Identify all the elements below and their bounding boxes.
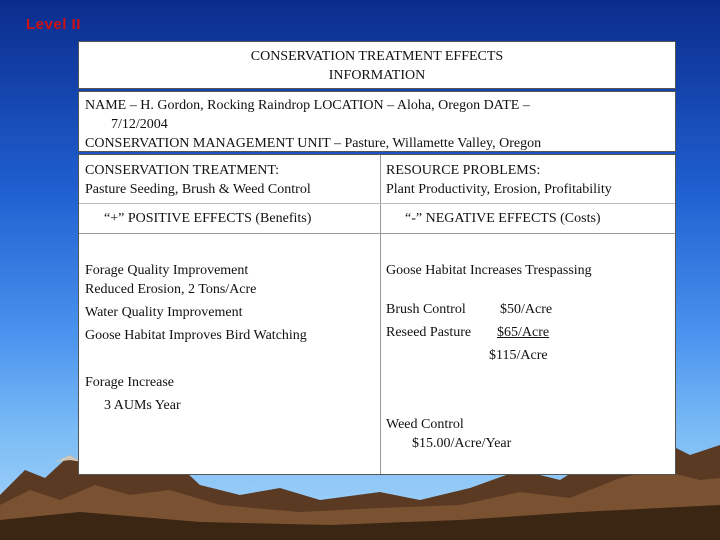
positive-effects-heading: “+” POSITIVE EFFECTS (Benefits) [104, 211, 312, 226]
forage-increase-amount: 3 AUMs Year [104, 398, 181, 413]
resource-heading: RESOURCE PROBLEMS: [386, 163, 541, 178]
weed-control-cost: $15.00/Acre/Year [412, 436, 512, 451]
level-label: Level II [26, 16, 81, 33]
positive-item: Reduced Erosion, 2 Tons/Acre [85, 282, 257, 297]
info-box [78, 91, 676, 152]
weed-control-label: Weed Control [386, 417, 464, 432]
info-date: 7/12/2004 [111, 117, 168, 132]
negative-item-goose: Goose Habitat Increases Trespassing [386, 263, 592, 278]
brush-control-label: Brush Control [386, 302, 466, 317]
row-divider-top [79, 203, 675, 204]
positive-item: Goose Habitat Improves Bird Watching [85, 328, 307, 343]
info-line-3: CONSERVATION MANAGEMENT UNIT – Pasture, Willamette Valley, Oregon [85, 136, 542, 151]
reseed-pasture-cost: $65/Acre [497, 325, 550, 340]
title-line-2: INFORMATION [328, 68, 426, 83]
brush-control-cost: $50/Acre [500, 302, 553, 317]
total-cost: $115/Acre [489, 348, 548, 363]
resource-detail: Plant Productivity, Erosion, Profitability [386, 182, 612, 197]
forage-increase-label: Forage Increase [85, 375, 175, 390]
info-line-1: NAME – H. Gordon, Rocking Raindrop LOCATION – Aloha, Oregon DATE – [85, 98, 530, 113]
positive-item: Water Quality Improvement [85, 305, 243, 320]
title-line-1: CONSERVATION TREATMENT EFFECTS [250, 49, 504, 64]
reseed-pasture-label: Reseed Pasture [386, 325, 472, 340]
negative-effects-heading: “-” NEGATIVE EFFECTS (Costs) [405, 211, 601, 226]
effects-table [78, 154, 676, 475]
treatment-heading: CONSERVATION TREATMENT: [85, 163, 280, 178]
title-box [78, 41, 676, 89]
positive-item: Forage Quality Improvement [85, 263, 249, 278]
row-divider-heading [79, 233, 675, 234]
treatment-detail: Pasture Seeding, Brush & Weed Control [85, 182, 311, 197]
